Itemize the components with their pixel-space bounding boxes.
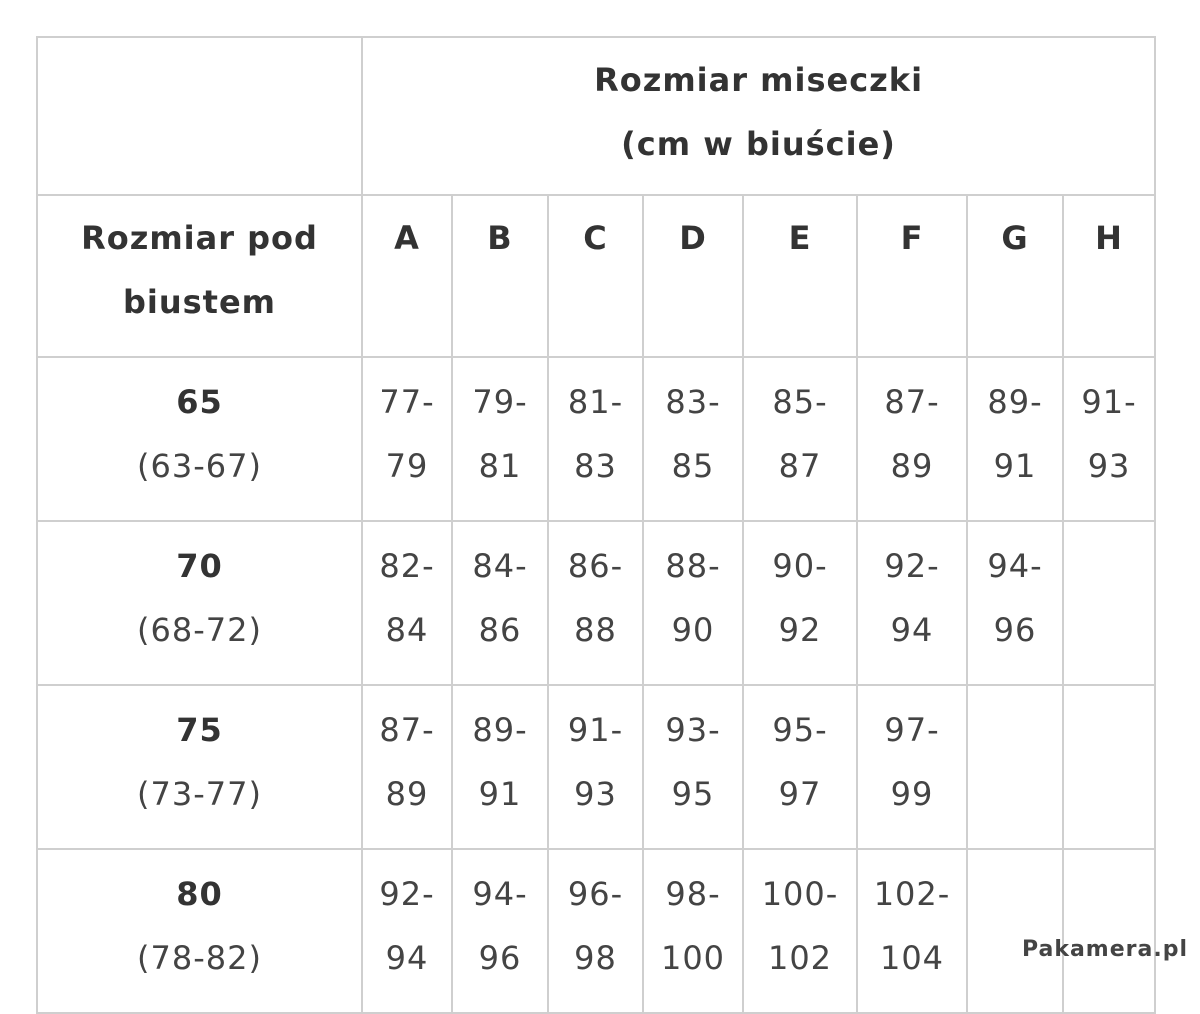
table-cell: 84- 86	[452, 521, 548, 685]
watermark-logo: Pakamera.pl	[1021, 937, 1188, 962]
table-row	[37, 849, 1155, 1013]
table-cell: 100- 102	[743, 849, 857, 1013]
cup-size-header	[362, 37, 1155, 195]
band-cell	[37, 685, 362, 849]
table-cell: 92- 94	[362, 849, 452, 1013]
table-cell: 93- 95	[643, 685, 743, 849]
band-size: 65	[176, 383, 223, 421]
cup-letter-d: D	[643, 195, 743, 357]
table-cell: 94- 96	[452, 849, 548, 1013]
cup-size-header-line1: Rozmiar miseczki	[594, 61, 924, 99]
empty-cell	[1063, 849, 1155, 1013]
empty-cell	[1063, 685, 1155, 849]
table-cell: 96- 98	[548, 849, 643, 1013]
cup-letter-b: B	[452, 195, 548, 357]
table-cell: 82- 84	[362, 521, 452, 685]
table-cell: 88- 90	[643, 521, 743, 685]
table-row	[37, 357, 1155, 521]
table-cell: 85- 87	[743, 357, 857, 521]
band-size: 80	[176, 875, 223, 913]
table-cell: 97- 99	[857, 685, 967, 849]
table-cell: 91- 93	[548, 685, 643, 849]
table-cell: 90- 92	[743, 521, 857, 685]
table-cell: 81- 83	[548, 357, 643, 521]
bra-size-table	[36, 36, 1156, 1014]
band-cell	[37, 849, 362, 1013]
band-range: (63-67)	[137, 447, 262, 485]
cup-letter-c: C	[548, 195, 643, 357]
cup-letter-a: A	[362, 195, 452, 357]
table-row	[37, 685, 1155, 849]
table-header-row	[37, 37, 1155, 195]
band-size: 70	[176, 547, 223, 585]
band-range: (68-72)	[137, 611, 262, 649]
cup-letter-g: G	[967, 195, 1063, 357]
empty-cell	[1063, 521, 1155, 685]
empty-cell	[967, 685, 1063, 849]
table-cell: 91- 93	[1063, 357, 1155, 521]
cup-letter-h: H	[1063, 195, 1155, 357]
band-size-header-line2: biustem	[122, 283, 277, 321]
band-cell	[37, 521, 362, 685]
corner-cell	[37, 37, 362, 195]
empty-cell	[967, 849, 1063, 1013]
table-cell: 77- 79	[362, 357, 452, 521]
table-cell: 92- 94	[857, 521, 967, 685]
cup-letter-f: F	[857, 195, 967, 357]
table-cell: 102- 104	[857, 849, 967, 1013]
table-cell: 89- 91	[967, 357, 1063, 521]
band-range: (78-82)	[137, 939, 262, 977]
band-range: (73-77)	[137, 775, 262, 813]
table-cell: 79- 81	[452, 357, 548, 521]
table-cell: 89- 91	[452, 685, 548, 849]
band-size: 75	[176, 711, 223, 749]
cup-size-header-line2: (cm w biuście)	[621, 125, 896, 163]
table-cell: 87- 89	[362, 685, 452, 849]
table-row	[37, 521, 1155, 685]
cup-letters-row	[37, 195, 1155, 357]
band-size-header	[37, 195, 362, 357]
band-size-header-line1: Rozmiar pod	[81, 219, 318, 257]
table-cell: 83- 85	[643, 357, 743, 521]
table-cell: 86- 88	[548, 521, 643, 685]
table-cell: 87- 89	[857, 357, 967, 521]
table-cell: 98- 100	[643, 849, 743, 1013]
table-cell: 94- 96	[967, 521, 1063, 685]
cup-letter-e: E	[743, 195, 857, 357]
band-cell	[37, 357, 362, 521]
table-cell: 95- 97	[743, 685, 857, 849]
